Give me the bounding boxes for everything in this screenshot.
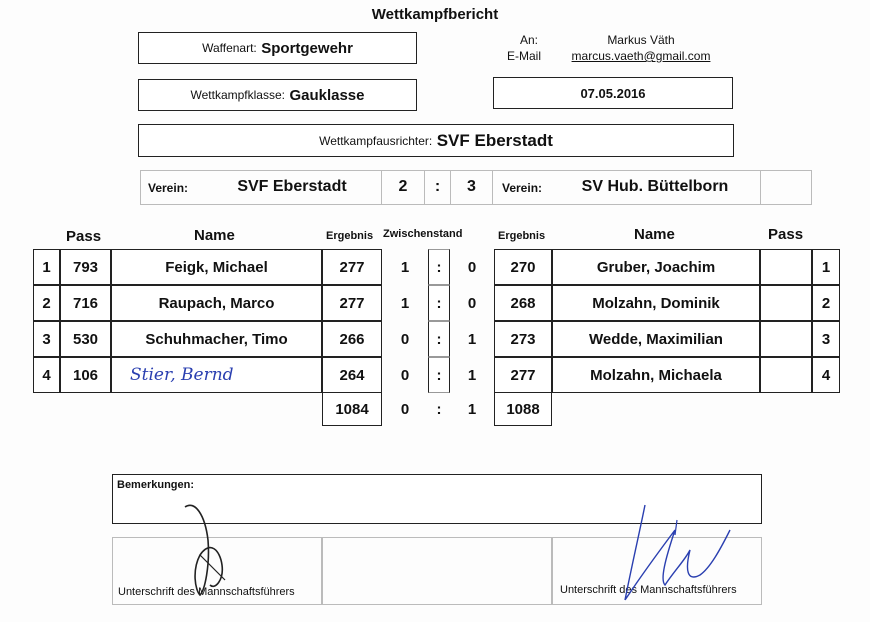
row-away-name: Gruber, Joachim <box>552 249 760 285</box>
signature-box-middle <box>322 537 552 605</box>
email-label: E-Mail <box>506 49 541 63</box>
row-away-result: 277 <box>494 357 552 393</box>
away-club-label: Verein: <box>502 181 543 195</box>
signature-label-left: Unterschrift des Mannschaftsführers <box>118 586 295 598</box>
home-points: 2 <box>398 178 408 195</box>
date-value: 07.05.2016 <box>580 85 646 101</box>
row-away-number: 2 <box>812 285 840 321</box>
to-label: An: <box>519 33 538 47</box>
class-label: Wettkampfklasse: <box>190 88 285 102</box>
row-home-result: 264 <box>322 357 382 393</box>
row-separator: : <box>428 249 450 285</box>
row-blank <box>760 357 812 393</box>
organizer-label: Wettkampfausrichter: <box>319 133 433 148</box>
page-title: Wettkampfbericht <box>371 6 499 23</box>
date-box <box>493 77 733 109</box>
row-number: 2 <box>33 285 60 321</box>
home-club-label: Verein: <box>148 181 189 195</box>
row-away-number: 3 <box>812 321 840 357</box>
row-pass: 106 <box>60 357 111 393</box>
row-name: Feigk, Michael <box>111 249 322 285</box>
row-away-name: Molzahn, Dominik <box>552 285 760 321</box>
match-separator: : <box>434 178 441 195</box>
row-away-result: 268 <box>494 285 552 321</box>
row-score-home: 1 <box>400 258 410 276</box>
row-away-result: 270 <box>494 249 552 285</box>
row-score-away: 1 <box>467 330 477 348</box>
blank-cell <box>760 170 812 205</box>
home-club: SVF Eberstadt <box>237 178 347 195</box>
row-away-name: Molzahn, Michaela <box>552 357 760 393</box>
row-home-result: 277 <box>322 285 382 321</box>
header-name-left: Name <box>194 227 235 244</box>
total-score-home: 0 <box>400 400 410 418</box>
row-blank <box>760 249 812 285</box>
signature-left-drawing <box>170 495 250 605</box>
organizer-box <box>138 124 734 157</box>
row-home-result: 266 <box>322 321 382 357</box>
row-number: 4 <box>33 357 60 393</box>
header-name-right: Name <box>634 226 675 243</box>
header-intermediate: Zwischenstand <box>383 228 463 240</box>
row-name: Schuhmacher, Timo <box>111 321 322 357</box>
class-box <box>138 79 417 111</box>
row-score-home: 1 <box>400 294 410 312</box>
weapon-box <box>138 32 417 64</box>
total-separator: : <box>436 400 442 418</box>
total-away: 1088 <box>494 392 552 426</box>
header-pass-left: Pass <box>66 228 102 245</box>
row-away-number: 1 <box>812 249 840 285</box>
row-blank <box>760 321 812 357</box>
total-home: 1084 <box>322 392 382 426</box>
row-away-name: Wedde, Maximilian <box>552 321 760 357</box>
row-score-away: 0 <box>467 258 477 276</box>
header-pass-right: Pass <box>768 226 804 243</box>
row-blank <box>760 285 812 321</box>
row-name: Stier, Bernd <box>111 357 322 393</box>
header-result-left: Ergebnis <box>326 230 374 242</box>
row-separator: : <box>428 285 450 321</box>
row-home-result: 277 <box>322 249 382 285</box>
row-score-home: 0 <box>400 330 410 348</box>
weapon-value: Sportgewehr <box>261 39 353 57</box>
organizer-value: SVF Eberstadt <box>436 130 553 150</box>
row-away-result: 273 <box>494 321 552 357</box>
remarks-label: Bemerkungen: <box>117 479 195 491</box>
signature-label-right: Unterschrift des Mannschaftsführers <box>560 584 737 596</box>
row-pass: 793 <box>60 249 111 285</box>
to-value: Markus Väth <box>607 33 675 47</box>
row-pass: 716 <box>60 285 111 321</box>
row-score-away: 1 <box>467 366 477 384</box>
row-score-away: 0 <box>467 294 477 312</box>
class-value: Gauklasse <box>289 86 365 104</box>
row-away-number: 4 <box>812 357 840 393</box>
away-club: SV Hub. Büttelborn <box>581 178 729 195</box>
row-number: 1 <box>33 249 60 285</box>
total-score-away: 1 <box>467 400 477 418</box>
email-value: marcus.vaeth@gmail.com <box>571 49 711 63</box>
row-number: 3 <box>33 321 60 357</box>
row-name: Raupach, Marco <box>111 285 322 321</box>
row-separator: : <box>428 357 450 393</box>
weapon-label: Waffenart: <box>202 41 257 55</box>
signature-right-drawing <box>605 490 735 610</box>
row-score-home: 0 <box>400 366 410 384</box>
row-pass: 530 <box>60 321 111 357</box>
row-separator: : <box>428 321 450 357</box>
header-result-right: Ergebnis <box>498 230 546 242</box>
away-points: 3 <box>467 178 476 195</box>
